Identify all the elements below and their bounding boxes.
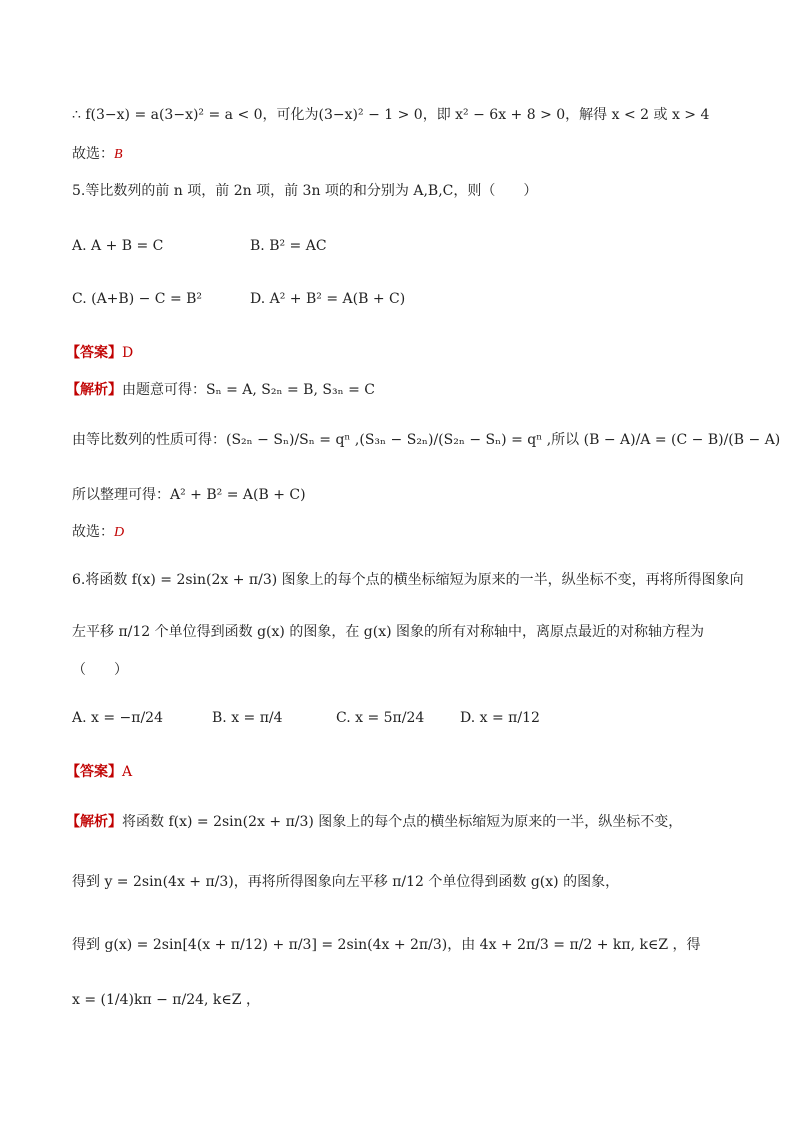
answer-5 (66, 343, 133, 363)
text-line-conclusion: ∴ f(3−x) = a(3−x)² = a < 0，可化为(3−x)² − 1 > 0，即 x² − 6x + 8 > 0，解得 x < 2 或 x > 4 (72, 107, 710, 123)
analysis-6-line-3: 得到 g(x) = 2sin[4(x + π/12) + π/3] = 2sin(4x + 2π/3)，由 4x + 2π/3 = π/2 + kπ, k∈Z ，得 (72, 937, 701, 953)
analysis-6-line-1 (66, 812, 682, 832)
q6-option-a: A. x = −π/24 (72, 710, 163, 726)
analysis-text: 将函数 f(x) = 2sin(2x + π/3) 图象上的每个点的横坐标缩短为原来的一半，纵坐标不变， (122, 814, 683, 830)
analysis-5-line-3: 所以整理可得：A² + B² = A(B + C) (72, 487, 306, 503)
answer-tag: 【答案】 (66, 345, 122, 361)
q6-option-c: C. x = 5π/24 (336, 710, 425, 726)
answer-value: D (122, 345, 134, 361)
choice-value: D (114, 525, 125, 540)
q6-option-d: D. x = π/12 (460, 710, 540, 726)
analysis-6-line-2: 得到 y = 2sin(4x + π/3)，再将所得图象向左平移 π/12 个单位得到函数 g(x) 的图象， (72, 874, 620, 890)
choice-value: B (114, 147, 123, 162)
analysis-5-line-2: 由等比数列的性质可得：(S₂ₙ − Sₙ)/Sₙ = qⁿ ,(S₃ₙ − S₂ₙ)/(S₂ₙ − Sₙ) = qⁿ ,所以 (B − A)/A = (C − B)/(B − A) (72, 432, 781, 448)
question-6-line-3: （ ） (72, 662, 128, 678)
q5-option-c: C. (A+B) − C = B² (72, 291, 203, 307)
analysis-tag: 【解析】 (66, 814, 122, 830)
answer-tag: 【答案】 (66, 764, 122, 780)
analysis-text: 由题意可得：Sₙ = A, S₂ₙ = B, S₃ₙ = C (122, 382, 375, 398)
analysis-6-line-4: x = (1/4)kπ − π/24, k∈Z ， (72, 992, 260, 1008)
question-5: 5.等比数列的前 n 项，前 2n 项，前 3n 项的和分别为 A,B,C，则（ ） (72, 183, 538, 199)
q5-option-b: B. B² = AC (250, 238, 327, 254)
label: 故选： (72, 524, 114, 540)
q5-option-a: A. A + B = C (72, 238, 164, 254)
label: 故选： (72, 146, 114, 162)
q6-option-b: B. x = π/4 (212, 710, 283, 726)
q5-option-d: D. A² + B² = A(B + C) (250, 291, 406, 307)
question-6-line-1: 6.将函数 f(x) = 2sin(2x + π/3) 图象上的每个点的横坐标缩短为原来的一半，纵坐标不变，再将所得图象向 (72, 572, 744, 588)
answer-choice-line (72, 144, 123, 165)
analysis-5-line-1 (66, 380, 375, 400)
analysis-tag: 【解析】 (66, 382, 122, 398)
analysis-5-line-4 (72, 522, 124, 543)
answer-value: A (122, 764, 133, 780)
question-6-line-2: 左平移 π/12 个单位得到函数 g(x) 的图象，在 g(x) 图象的所有对称轴中，离原点最近的对称轴方程为 (72, 624, 704, 640)
answer-6 (66, 762, 132, 782)
